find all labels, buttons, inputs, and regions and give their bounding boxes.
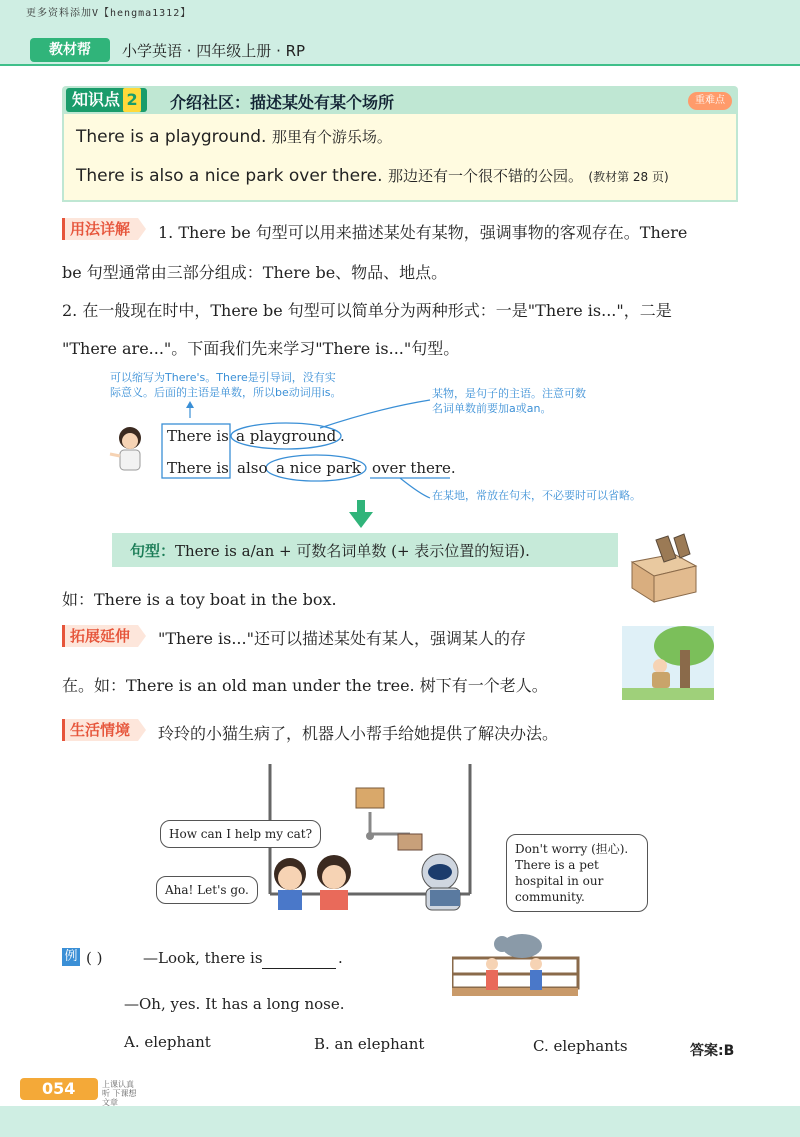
option-c[interactable]: C. elephants — [533, 1037, 628, 1055]
pattern-label: 句型： — [130, 542, 176, 560]
brand-badge: 教材帮 — [30, 38, 110, 62]
knowledge-number: 2 — [123, 88, 141, 112]
row1-object: a playground — [236, 427, 337, 445]
knowledge-title: 介绍社区：描述某处有某个场所 — [170, 93, 395, 112]
row2-also: also — [237, 459, 268, 477]
note-subject-line-2: 名词单数前要加a或an。 — [432, 402, 552, 415]
knowledge-sentence-1 — [76, 126, 392, 147]
header-divider — [0, 64, 800, 66]
extend-line-1: "There is..."还可以描述某处有某人，强调某人的存 — [158, 629, 526, 648]
page-number: 054 — [20, 1078, 98, 1100]
question-line-1: —Look, there is — [143, 949, 263, 967]
answer-key: 答案:B — [690, 1043, 735, 1059]
extend-tag: 拓展延伸 — [62, 625, 138, 647]
option-a[interactable]: A. elephant — [124, 1033, 211, 1051]
example-marker: 例 — [62, 948, 80, 966]
usage-paragraph-1b: be 句型通常由三部分组成：There be、物品、地点。 — [62, 263, 448, 282]
option-b[interactable]: B. an elephant — [314, 1035, 425, 1053]
answer-parentheses[interactable]: ( ) — [86, 949, 103, 967]
row1-there-is: There is — [167, 427, 229, 445]
note-place: 在某地，常放在句末，不必要时可以省略。 — [432, 489, 641, 502]
answer-blank[interactable] — [262, 968, 336, 969]
note-there-is-line-1: 可以缩写为There's。There是引导词，没有实 — [110, 371, 336, 384]
footer-note: 上课认真听 下课想文章 — [102, 1080, 137, 1107]
extend-line-2: 在。如：There is an old man under the tree. 树下有一个老人。 — [62, 676, 548, 695]
question-line-2: —Oh, yes. It has a long nose. — [124, 995, 345, 1013]
sentence-2-source: (教材第 28 页) — [588, 170, 669, 184]
pattern-text: There is a/an + 可数名词单数 (+ 表示位置的短语). — [175, 542, 530, 560]
sentence-2-en: There is also a nice park over there. — [76, 166, 383, 186]
knowledge-header — [62, 86, 738, 114]
example-sentence: 如：There is a toy boat in the box. — [62, 590, 337, 609]
knowledge-sentence-2 — [76, 165, 669, 186]
book-title: 小学英语 · 四年级上册 · RP — [122, 42, 306, 60]
zoo-elephant-illustration — [452, 932, 582, 1012]
note-there-is-line-2: 际意义。后面的主语是单数，所以be动词用is。 — [110, 386, 342, 399]
life-text: 玲玲的小猫生病了，机器人小帮手给她提供了解决办法。 — [158, 724, 559, 743]
usage-paragraph-1a: 1. There be 句型可以用来描述某处有某物，强调事物的客观存在。There — [158, 223, 688, 242]
usage-paragraph-2a: 2. 在一般现在时中，There be 句型可以简单分为两种形式：一是"There is..."，二是 — [62, 301, 672, 320]
sentence-2-cn: 那边还有一个很不错的公园。 — [387, 167, 583, 185]
sentence-1-cn: 那里有个游乐场。 — [271, 128, 392, 146]
knowledge-badge-label: 知识点 — [72, 90, 121, 109]
girl-illustration — [108, 424, 152, 476]
speech-bubble-girl: How can I help my cat? — [160, 820, 321, 848]
footer-band — [0, 1106, 800, 1137]
row2-there-is: There is — [167, 459, 229, 477]
pattern-formula — [130, 540, 530, 561]
question-line-1-end: . — [338, 949, 343, 967]
sentence-1-en: There is a playground. — [76, 127, 267, 147]
watermark: 更多资料添加V【hengma1312】 — [26, 8, 192, 19]
row2-object: a nice park — [276, 459, 362, 477]
down-arrow-icon — [348, 500, 374, 530]
speech-bubble-robot: Don't worry (担心). There is a pet hospital in our community. — [506, 834, 648, 912]
knowledge-badge — [66, 88, 147, 112]
speech-bubble-boy: Aha! Let's go. — [156, 876, 258, 904]
difficulty-flag: 重难点 — [688, 92, 732, 110]
usage-paragraph-2b: "There are..."。下面我们先来学习"There is..."句型。 — [62, 339, 460, 358]
note-there-is — [110, 370, 342, 400]
life-tag: 生活情境 — [62, 719, 138, 741]
note-subject-line-1: 某物，是句子的主语。注意可数 — [432, 387, 586, 400]
old-man-tree-illustration — [622, 626, 714, 700]
usage-tag: 用法详解 — [62, 218, 138, 240]
row1-period: . — [340, 427, 345, 445]
toy-box-illustration — [624, 532, 704, 604]
row2-place: over there. — [372, 459, 456, 477]
